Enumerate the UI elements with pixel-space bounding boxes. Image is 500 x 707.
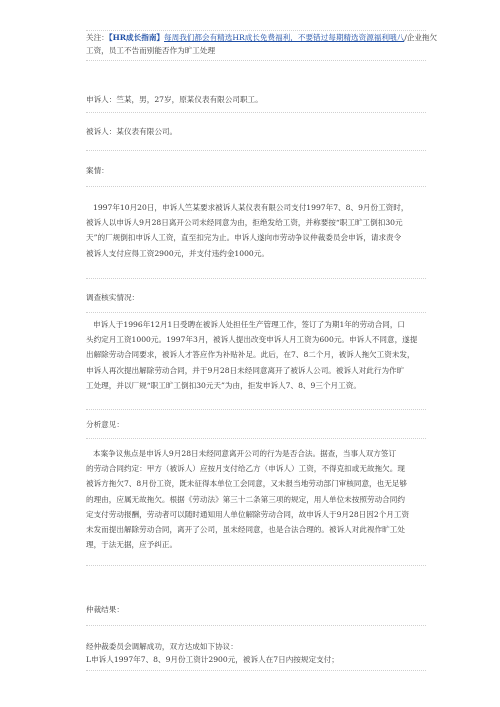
divider	[86, 186, 426, 187]
result-heading: 仲裁结果：	[86, 605, 124, 614]
divider	[86, 565, 426, 566]
analysis-line: 定支付劳动报酬，劳动者可以随时通知用人单位解除劳动合同，故申诉人于9月28日因2个月工资	[86, 509, 410, 519]
analysis-line: 本案争议焦点是申诉人9月28日未经同意离开公司的行为是否合法。据查，当事人双方签订	[93, 449, 397, 458]
result-line: L申诉人1997年7、8、9月份工资计2900元，被诉人在7日内按规定支付；	[86, 655, 339, 664]
divider	[86, 438, 426, 439]
hr-guide-link[interactable]: 【HR成长指南】	[108, 33, 165, 42]
header-prefix: 关注：	[86, 33, 109, 42]
applicant-line: 申诉人：竺某，男，27岁，原某仪表有限公司职工。	[86, 95, 263, 104]
analysis-line: 的劳动合同约定：甲方（被诉人）应按月支付给乙方（申诉人）工资，不得克扣或无故拖欠。现	[86, 464, 405, 474]
analysis-line: 理，于法无据，应予纠正。	[86, 540, 178, 550]
investigation-line: 头约定月工资1000元。1997年3月，被诉人提出改变申诉人月工资为600元。申诉人不同意，遂提	[86, 335, 418, 345]
divider	[86, 60, 426, 61]
analysis-line: 被诉方拖欠7、8月份工资，既未征得本单位工会同意，又未报当地劳动部门审核同意，也无足够	[86, 479, 408, 489]
case-heading: 案情：	[86, 166, 109, 175]
title-tail: /企业拖欠	[404, 33, 438, 42]
case-line: 1997年10月20日，申诉人竺某要求被诉人某仪表有限公司支付1997年7、8、9月份工资时，	[93, 203, 409, 212]
analysis-paragraph	[86, 446, 430, 552]
analysis-line: 未发而提出解除劳动合同，离开了公司，虽未经同意，也是合法合理的。被诉人对此视作旷工处	[86, 525, 405, 535]
investigation-line: 工处理，并以厂规“职工旷工倒扣30元天”为由，拒发申诉人7、8、9三个月工资。	[86, 380, 361, 390]
divider	[86, 670, 426, 671]
case-line: 被诉人支付应得工资2900元，并支付违约金1000元。	[86, 248, 269, 258]
analysis-line: 的理由，应属无故拖欠。根据《劳动法》第三十二条第三项的规定，用人单位未按照劳动合同约	[86, 494, 405, 504]
case-paragraph	[86, 200, 430, 261]
divider	[86, 278, 426, 279]
investigation-line: 申诉人于1996年12月1日受聘在被诉人处担任生产管理工作，签订了为期1年的劳动合同，口	[93, 320, 406, 329]
case-line: 天”的厂规倒扣申诉人工资，直至扣完为止。申诉人遂向市劳动争议仲裁委员会申诉，请求责令	[86, 233, 402, 243]
header-line-1	[86, 33, 437, 43]
header-line-2: 工资，员工不告而别能否作为旷工处理	[86, 46, 216, 55]
divider	[86, 112, 426, 113]
divider	[86, 150, 426, 151]
case-line: 被诉人以申诉人9月28日离开公司未经同意为由，拒绝发给工资，并称要按“职工旷工倒扣30元	[86, 218, 403, 228]
divider	[86, 312, 426, 313]
investigation-line: 出解除劳动合同要求，被诉人才答应作为补贴补足。此后，在7、8二个月，被诉人拖欠工资未发，	[86, 350, 415, 360]
investigation-line: 申诉人再次提出解除劳动合同，并于9月28日未经同意离开了被诉人公司。被诉人对此行为作旷	[86, 365, 405, 375]
result-line: 经仲裁委员会调解成功，双方达成如下协议：	[86, 642, 238, 651]
investigation-paragraph	[86, 317, 430, 393]
divider	[86, 625, 426, 626]
top-divider	[86, 30, 426, 31]
analysis-heading: 分析意见：	[86, 420, 124, 429]
investigation-heading: 调查核实情况：	[86, 293, 140, 302]
respondent-line: 被诉人：某仪表有限公司。	[86, 127, 178, 136]
divider	[86, 409, 426, 410]
promo-link[interactable]: 每周我们都会有精选HR成长免费福利，不要错过每期精选资源福利哦八	[164, 33, 405, 42]
